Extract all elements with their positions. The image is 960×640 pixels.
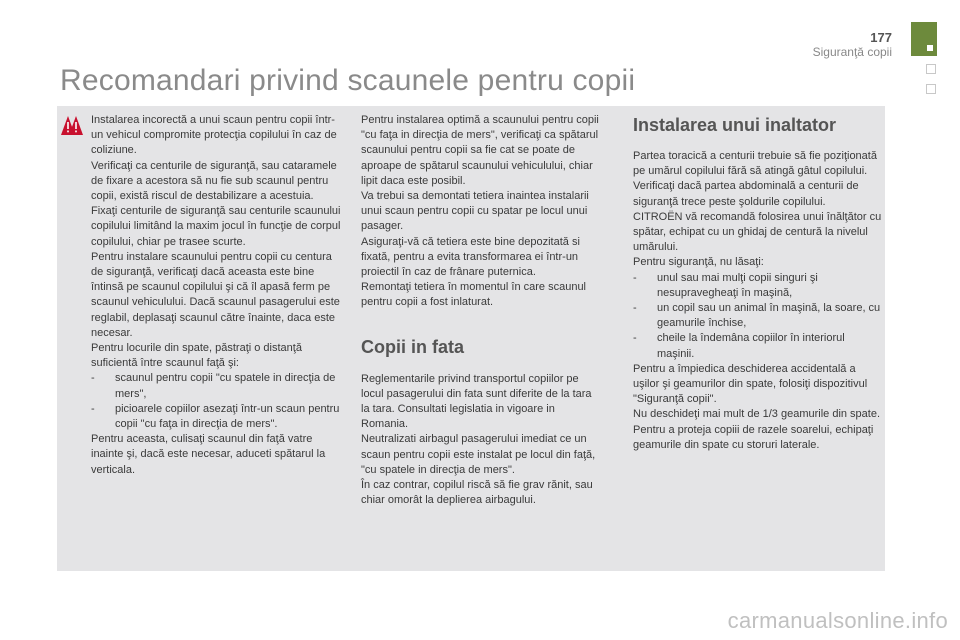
- column-warning: [91, 113, 341, 478]
- chapter-tab[interactable]: [926, 64, 936, 74]
- paragraph: Reglementarile privind transportul copiilor pe locul pasagerului din fata sunt diferite de la tara la tara. Consultati legislatia in vigoare in Romania.: [361, 372, 592, 431]
- section-name: Siguranţă copii: [812, 45, 892, 59]
- column-booster: [633, 113, 883, 453]
- list-item: [633, 331, 883, 361]
- column-middle: [361, 113, 599, 508]
- tab-marker-icon: [927, 45, 933, 51]
- paragraph: Nu deschideţi mai mult de 1/3 geamurile din spate.: [633, 408, 881, 421]
- paragraph: CITROËN vă recomandă folosirea unui înălţător cu spătar, echipat cu un ghidaj de centură la nivelul umărului.: [633, 210, 882, 254]
- page-title: Recomandari privind scaunele pentru copii: [60, 64, 636, 97]
- list-item-text: unul sau mai mulţi copii singuri şi nesupravegheaţi în maşină,: [657, 271, 818, 299]
- paragraph: Asiguraţi-vă că tetiera este bine depozitată si fixată, pentru a evita transformarea ei într-un proiectil în caz de frânare puternica.: [361, 235, 580, 279]
- paragraph: Va trebui sa demontati tetiera inaintea instalarii unui scaun pentru copii cu spatar pe locul unui pasager.: [361, 190, 589, 233]
- paragraph: Instalarea incorectă a unui scaun pentru copii într-un vehicul compromite protecţia copilului în caz de coliziune.: [91, 114, 337, 157]
- list-item-text: picioarele copiilor asezaţi într-un scaun pentru copii "cu faţa in direcţia de mers".: [115, 402, 340, 431]
- content-panel: [57, 106, 885, 571]
- paragraph: Pentru a proteja copiii de razele soarelui, echipaţi geamurile din spate cu storuri laterale.: [633, 423, 874, 451]
- section-heading-front-seat: Copii in fata: [361, 336, 464, 357]
- paragraph: În caz contrar, copilul riscă să fie grav rănit, sau chiar omorât la deplierea airbagului.: [361, 479, 593, 507]
- list-item: [91, 371, 341, 401]
- paragraph: Neutralizati airbagul pasagerului imediat ce un scaun pentru copii este instalat pe locul din faţă, "cu spatele in direcţia de mers".: [361, 433, 596, 476]
- chapter-tab-active[interactable]: [911, 22, 937, 56]
- paragraph: Pentru locurile din spate, păstraţi o distanţă suficientă între scaunul faţă şi:: [91, 342, 302, 370]
- bullet-dash: -: [91, 402, 95, 415]
- bullet-dash: -: [91, 372, 95, 385]
- list-item: [91, 402, 341, 432]
- paragraph: Pentru siguranţă, nu lăsaţi:: [633, 256, 764, 269]
- warning-icon: [60, 115, 84, 137]
- paragraph: Fixaţi centurile de siguranţă sau centurile scaunului copilului limitând la maxim jocul în funcţie de corpul copilului, chiar pe trasee scurte.: [91, 205, 341, 248]
- bullet-dash: -: [633, 302, 637, 315]
- bullet-dash: -: [633, 271, 637, 284]
- paragraph: Verificaţi ca centurile de siguranţă, sau cataramele de fixare a acestora să nu fie sub scaunul pentru copii, există riscul de destabilizare a acestuia.: [91, 159, 337, 203]
- paragraph: Partea toracică a centurii trebuie să fie poziţionată pe umărul copilului fără să atingă gâtul copilului.: [633, 150, 877, 178]
- paragraph: Pentru aceasta, culisaţi scaunul din faţă vatre inainte şi, dacă este necesar, aduceti spătarul la verticala.: [91, 433, 326, 476]
- paragraph: Pentru instalare scaunului pentru copii cu centura de siguranţă, verificaţi dacă aceasta este bine întinsă pe scaunul copilului şi că îl apasă ferm pe scaunul vehiculului. Dacă scaunul pasagerului este reglabil, deplasaţi scaunul către înainte, daca este necesar.: [91, 250, 340, 339]
- paragraph: Verificaţi dacă partea abdominală a centurii de siguranţă trece peste şoldurile copilului.: [633, 180, 859, 208]
- bullet-dash: -: [633, 332, 637, 345]
- chapter-tab[interactable]: [926, 84, 936, 94]
- section-heading-booster: Instalarea unui inaltator: [633, 115, 837, 135]
- list-item: [633, 271, 883, 301]
- list-item: [633, 301, 883, 331]
- list-item-text: cheile la îndemâna copiilor în interiorul maşinii.: [657, 332, 845, 360]
- paragraph: Pentru instalarea optimă a scaunului pentru copii "cu faţa in direcţia de mers", verificaţi ca spătarul scaunului pentru copii sa fie cat se poate de aproape de spătarul scaunului vehiculului, chiar lipit daca este posibil.: [361, 114, 599, 187]
- page-number: 177: [870, 30, 892, 45]
- watermark: carmanualsonline.info: [727, 608, 948, 633]
- list-item-text: un copil sau un animal în maşină, la soare, cu geamurile închise,: [657, 302, 881, 330]
- paragraph: Pentru a împiedica deschiderea accidentală a uşilor şi geamurilor din spate, folosiţi dispozitivul "Siguranţă copii".: [633, 362, 868, 406]
- list-item-text: scaunul pentru copii "cu spatele in direcţia de mers",: [115, 372, 336, 400]
- paragraph: Remontaţi tetiera în momentul în care scaunul pentru copii a fost inlaturat.: [361, 281, 587, 309]
